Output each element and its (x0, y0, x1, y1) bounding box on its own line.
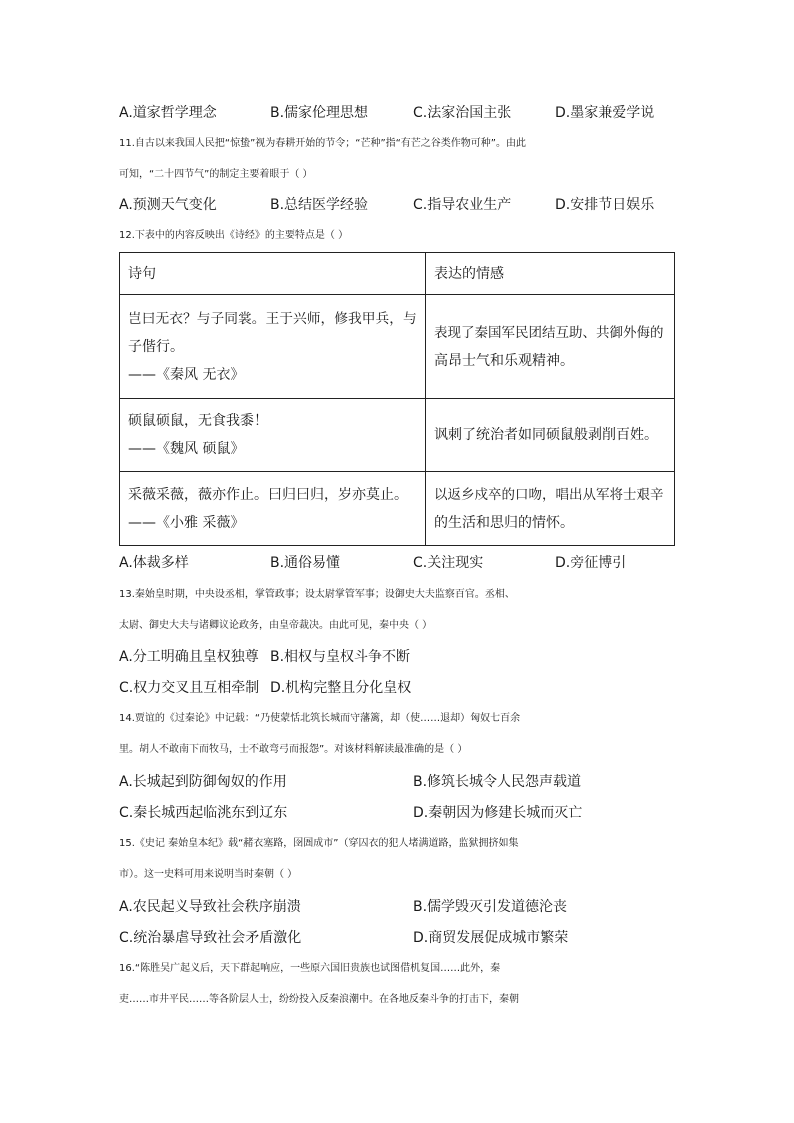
q11-stem-line2: 可知，“二十四节气”的制定主要着眼于（ ） (119, 169, 313, 180)
table-cell-emotion (426, 295, 675, 399)
q11-option-d: D.安排节日娱乐 (555, 197, 655, 213)
q15-stem-line1: 15.《史记 秦始皇本纪》载“赭衣塞路，囹圄成市”（穿囚衣的犯人堵满道路，监狱拥挤如集 (119, 838, 519, 849)
poem-line: 子偕行。 (128, 338, 184, 355)
q10-option-c: C.法家治国主张 (413, 105, 512, 121)
q16-stem-line1: 16.“陈胜吴广起义后，天下群起响应，一些原六国旧贵族也试图借机复国……此外，秦 (119, 963, 501, 974)
table-header-poem: 诗句 (120, 253, 426, 295)
emotion-line: 高昂士气和乐观精神。 (434, 352, 574, 369)
table-cell-poem (120, 399, 426, 472)
q14-stem-line1: 14.贾谊的《过秦论》中记载：“乃使蒙恬北筑长城而守藩篱，却（使……退却）匈奴七百余 (119, 713, 521, 724)
table-header-emotion: 表达的情感 (426, 253, 675, 295)
q13-option-c: C.权力交叉且互相牵制 (119, 680, 260, 696)
table-row (120, 472, 675, 546)
q13-option-a: A.分工明确且皇权独尊 (119, 649, 259, 665)
q12-stem: 12.下表中的内容反映出《诗经》的主要特点是（ ） (119, 230, 349, 241)
q11-option-c: C.指导农业生产 (413, 197, 512, 213)
q11-option-b: B.总结医学经验 (270, 197, 369, 213)
q13-option-b: B.相权与皇权斗争不断 (270, 649, 411, 665)
table-row (120, 399, 675, 472)
emotion-line: 以返乡戍卒的口吻，唱出从军将士艰辛 (434, 486, 664, 503)
q15-option-a: A.农民起义导致社会秩序崩溃 (119, 899, 301, 915)
q15-option-c: C.统治暴虐导致社会矛盾激化 (119, 930, 302, 946)
table-row (120, 295, 675, 399)
q10-option-b: B.儒家伦理思想 (270, 105, 369, 121)
q14-stem-line2: 里。胡人不敢南下而牧马，士不敢弯弓而报怨”。对该材料解读最准确的是（ ） (119, 744, 468, 755)
q10-option-d: D.墨家兼爱学说 (555, 105, 655, 121)
poem-line: 岂曰无衣？与子同裳。王于兴师，修我甲兵，与 (128, 310, 417, 327)
poem-table (119, 252, 675, 546)
table-cell-emotion (426, 472, 675, 546)
table-cell-poem (120, 472, 426, 546)
q14-option-d: D.秦朝因为修建长城而灭亡 (413, 805, 583, 821)
q11-stem-line1: 11.自古以来我国人民把“惊蛰”视为春耕开始的节令；“芒种”指“有芒之谷类作物可种”。由此 (119, 138, 526, 149)
q14-option-c: C.秦长城西起临洮东到辽东 (119, 805, 288, 821)
q13-stem-line2: 太尉、御史大夫与诸卿议论政务，由皇帝裁决。由此可见，秦中央（ ） (119, 620, 433, 631)
q16-stem-line2: 吏……市井平民……等各阶层人士，纷纷投入反秦浪潮中。在各地反秦斗争的打击下，秦朝 (119, 994, 519, 1005)
q12-option-b: B.通俗易懂 (270, 555, 341, 571)
table-header-row (120, 253, 675, 295)
poem-source: ——《小雅 采薇》 (128, 514, 245, 531)
emotion-line: 表现了秦国军民团结互助、共御外侮的 (434, 324, 664, 341)
q11-option-a: A.预测天气变化 (119, 197, 217, 213)
q10-option-a: A.道家哲学理念 (119, 105, 217, 121)
table-cell-poem (120, 295, 426, 399)
poem-source: ——《魏风 硕鼠》 (128, 441, 245, 457)
poem-source: ——《秦风 无衣》 (128, 366, 245, 383)
q13-stem-line1: 13.秦始皇时期，中央设丞相，掌管政事；设太尉掌管军事；设御史大夫监察百官。丞相、 (119, 589, 515, 600)
emotion-line: 讽刺了统治者如同硕鼠般剥削百姓。 (434, 427, 658, 443)
q13-option-d: D.机构完整且分化皇权 (270, 680, 412, 696)
poem-line: 硕鼠硕鼠，无食我黍！ (128, 413, 268, 429)
q15-option-d: D.商贸发展促成城市繁荣 (413, 930, 569, 946)
q15-option-b: B.儒学毁灭引发道德沦丧 (413, 899, 568, 915)
emotion-line: 的生活和思归的情怀。 (434, 514, 574, 531)
q14-option-b: B.修筑长城令人民怨声载道 (413, 774, 582, 790)
q12-option-d: D.旁征博引 (555, 555, 627, 571)
q14-option-a: A.长城起到防御匈奴的作用 (119, 774, 287, 790)
q12-option-c: C.关注现实 (413, 555, 484, 571)
q12-option-a: A.体裁多样 (119, 555, 189, 571)
poem-line: 采薇采薇，薇亦作止。曰归曰归，岁亦莫止。 (128, 486, 408, 503)
q15-stem-line2: 市）。这一史料可用来说明当时秦朝（ ） (119, 869, 298, 880)
table-cell-emotion (426, 399, 675, 472)
